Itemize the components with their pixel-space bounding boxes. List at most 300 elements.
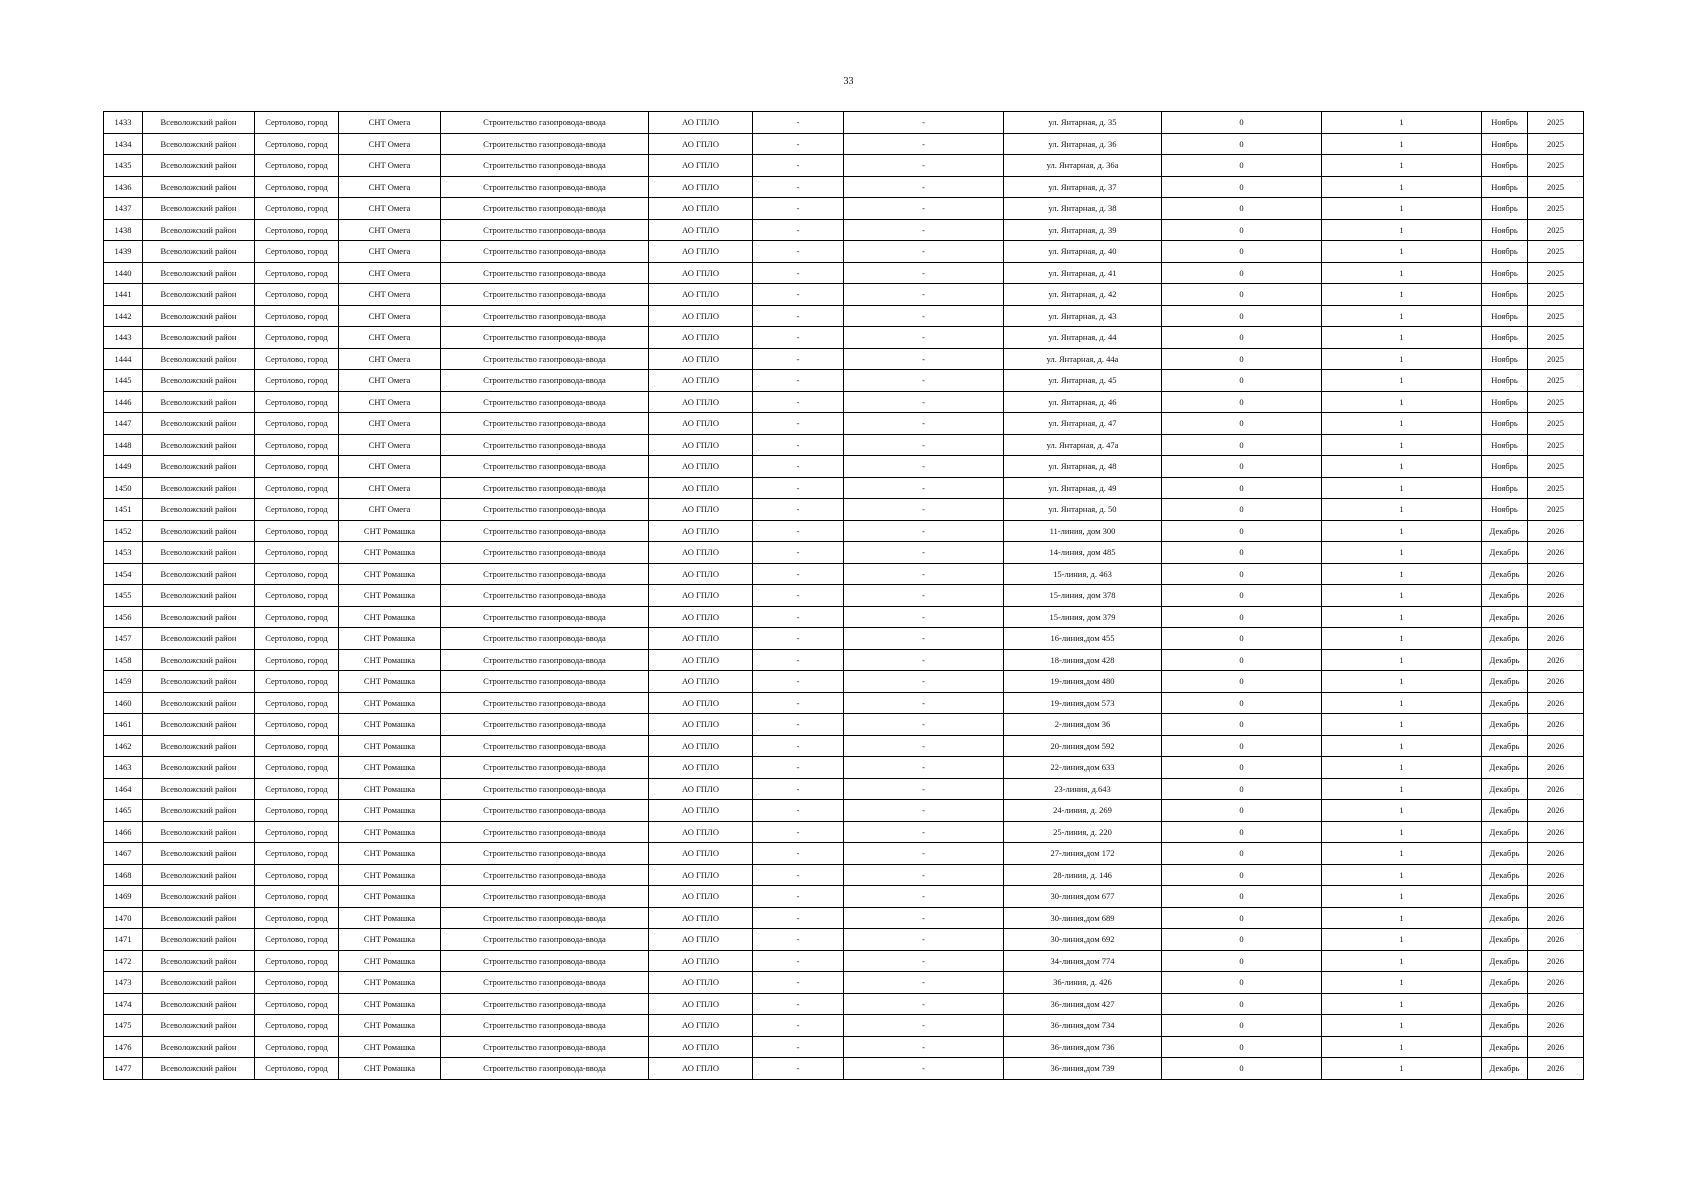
empty-cell: - — [844, 262, 1004, 284]
empty-cell: - — [753, 112, 844, 134]
snt-cell: СНТ Омега — [339, 112, 441, 134]
empty-cell: - — [844, 1036, 1004, 1058]
row-number-cell: 1456 — [104, 606, 143, 628]
empty-cell: - — [753, 649, 844, 671]
year-cell: 2025 — [1528, 327, 1584, 349]
row-number-cell: 1463 — [104, 757, 143, 779]
value-cell: 0 — [1162, 735, 1322, 757]
empty-cell: - — [844, 585, 1004, 607]
row-number-cell: 1450 — [104, 477, 143, 499]
snt-cell: СНТ Ромашка — [339, 542, 441, 564]
organization-cell: АО ГПЛО — [649, 671, 753, 693]
address-cell: 16-линия,дом 455 — [1004, 628, 1162, 650]
value-cell: 0 — [1162, 348, 1322, 370]
empty-cell: - — [753, 1015, 844, 1037]
value-cell: 0 — [1162, 1015, 1322, 1037]
organization-cell: АО ГПЛО — [649, 456, 753, 478]
table-row — [104, 886, 1584, 908]
organization-cell: АО ГПЛО — [649, 1036, 753, 1058]
snt-cell: СНТ Омега — [339, 305, 441, 327]
work-type-cell: Строительство газопровода-ввода — [441, 542, 649, 564]
district-cell: Всеволожский район — [143, 305, 255, 327]
month-cell: Ноябрь — [1482, 477, 1528, 499]
empty-cell: - — [844, 864, 1004, 886]
empty-cell: - — [753, 1058, 844, 1080]
year-cell: 2025 — [1528, 155, 1584, 177]
row-number-cell: 1442 — [104, 305, 143, 327]
address-cell: ул. Янтарная, д. 36а — [1004, 155, 1162, 177]
organization-cell: АО ГПЛО — [649, 155, 753, 177]
empty-cell: - — [753, 714, 844, 736]
city-cell: Сертолово, город — [255, 477, 339, 499]
table-row — [104, 1036, 1584, 1058]
empty-cell: - — [844, 735, 1004, 757]
row-number-cell: 1451 — [104, 499, 143, 521]
district-cell: Всеволожский район — [143, 757, 255, 779]
month-cell: Декабрь — [1482, 929, 1528, 951]
address-cell: ул. Янтарная, д. 37 — [1004, 176, 1162, 198]
table-row — [104, 1015, 1584, 1037]
work-type-cell: Строительство газопровода-ввода — [441, 563, 649, 585]
city-cell: Сертолово, город — [255, 649, 339, 671]
value-cell: 0 — [1162, 477, 1322, 499]
city-cell: Сертолово, город — [255, 606, 339, 628]
row-number-cell: 1443 — [104, 327, 143, 349]
empty-cell: - — [844, 692, 1004, 714]
work-type-cell: Строительство газопровода-ввода — [441, 155, 649, 177]
address-cell: ул. Янтарная, д. 45 — [1004, 370, 1162, 392]
empty-cell: - — [753, 993, 844, 1015]
snt-cell: СНТ Ромашка — [339, 563, 441, 585]
empty-cell: - — [844, 434, 1004, 456]
table-row — [104, 821, 1584, 843]
table-row — [104, 477, 1584, 499]
table-row — [104, 993, 1584, 1015]
snt-cell: СНТ Ромашка — [339, 1015, 441, 1037]
empty-cell: - — [753, 499, 844, 521]
district-cell: Всеволожский район — [143, 950, 255, 972]
organization-cell: АО ГПЛО — [649, 778, 753, 800]
district-cell: Всеволожский район — [143, 348, 255, 370]
address-cell: ул. Янтарная, д. 43 — [1004, 305, 1162, 327]
table-row — [104, 456, 1584, 478]
value-cell: 1 — [1322, 284, 1482, 306]
year-cell: 2025 — [1528, 305, 1584, 327]
row-number-cell: 1473 — [104, 972, 143, 994]
month-cell: Декабрь — [1482, 1058, 1528, 1080]
empty-cell: - — [844, 929, 1004, 951]
table-row — [104, 692, 1584, 714]
snt-cell: СНТ Ромашка — [339, 671, 441, 693]
empty-cell: - — [753, 155, 844, 177]
work-type-cell: Строительство газопровода-ввода — [441, 456, 649, 478]
row-number-cell: 1454 — [104, 563, 143, 585]
table-row — [104, 133, 1584, 155]
value-cell: 1 — [1322, 692, 1482, 714]
value-cell: 1 — [1322, 563, 1482, 585]
value-cell: 0 — [1162, 499, 1322, 521]
snt-cell: СНТ Ромашка — [339, 692, 441, 714]
work-type-cell: Строительство газопровода-ввода — [441, 628, 649, 650]
value-cell: 1 — [1322, 305, 1482, 327]
year-cell: 2025 — [1528, 241, 1584, 263]
value-cell: 0 — [1162, 757, 1322, 779]
empty-cell: - — [753, 477, 844, 499]
year-cell: 2026 — [1528, 520, 1584, 542]
row-number-cell: 1438 — [104, 219, 143, 241]
city-cell: Сертолово, город — [255, 585, 339, 607]
organization-cell: АО ГПЛО — [649, 585, 753, 607]
city-cell: Сертолово, город — [255, 370, 339, 392]
district-cell: Всеволожский район — [143, 821, 255, 843]
work-type-cell: Строительство газопровода-ввода — [441, 1036, 649, 1058]
year-cell: 2026 — [1528, 757, 1584, 779]
month-cell: Ноябрь — [1482, 370, 1528, 392]
year-cell: 2026 — [1528, 821, 1584, 843]
district-cell: Всеволожский район — [143, 456, 255, 478]
empty-cell: - — [844, 907, 1004, 929]
work-type-cell: Строительство газопровода-ввода — [441, 348, 649, 370]
work-type-cell: Строительство газопровода-ввода — [441, 391, 649, 413]
table-row — [104, 606, 1584, 628]
address-cell: ул. Янтарная, д. 44 — [1004, 327, 1162, 349]
year-cell: 2025 — [1528, 413, 1584, 435]
month-cell: Ноябрь — [1482, 176, 1528, 198]
organization-cell: АО ГПЛО — [649, 284, 753, 306]
district-cell: Всеволожский район — [143, 800, 255, 822]
row-number-cell: 1444 — [104, 348, 143, 370]
year-cell: 2025 — [1528, 219, 1584, 241]
row-number-cell: 1466 — [104, 821, 143, 843]
empty-cell: - — [753, 821, 844, 843]
snt-cell: СНТ Ромашка — [339, 628, 441, 650]
address-cell: 19-линия,дом 480 — [1004, 671, 1162, 693]
value-cell: 0 — [1162, 176, 1322, 198]
district-cell: Всеволожский район — [143, 133, 255, 155]
snt-cell: СНТ Ромашка — [339, 606, 441, 628]
city-cell: Сертолово, город — [255, 929, 339, 951]
snt-cell: СНТ Ромашка — [339, 735, 441, 757]
address-cell: 36-линия,дом 736 — [1004, 1036, 1162, 1058]
address-cell: 19-линия,дом 573 — [1004, 692, 1162, 714]
empty-cell: - — [844, 176, 1004, 198]
month-cell: Декабрь — [1482, 864, 1528, 886]
city-cell: Сертолово, город — [255, 499, 339, 521]
row-number-cell: 1448 — [104, 434, 143, 456]
district-cell: Всеволожский район — [143, 993, 255, 1015]
district-cell: Всеволожский район — [143, 929, 255, 951]
organization-cell: АО ГПЛО — [649, 112, 753, 134]
organization-cell: АО ГПЛО — [649, 262, 753, 284]
city-cell: Сертолово, город — [255, 972, 339, 994]
row-number-cell: 1465 — [104, 800, 143, 822]
table-row — [104, 563, 1584, 585]
address-cell: 25-линия, д. 220 — [1004, 821, 1162, 843]
empty-cell: - — [844, 671, 1004, 693]
work-type-cell: Строительство газопровода-ввода — [441, 821, 649, 843]
value-cell: 1 — [1322, 993, 1482, 1015]
value-cell: 0 — [1162, 284, 1322, 306]
city-cell: Сертолово, город — [255, 284, 339, 306]
month-cell: Декабрь — [1482, 671, 1528, 693]
organization-cell: АО ГПЛО — [649, 886, 753, 908]
row-number-cell: 1472 — [104, 950, 143, 972]
empty-cell: - — [753, 886, 844, 908]
work-type-cell: Строительство газопровода-ввода — [441, 499, 649, 521]
table-row — [104, 155, 1584, 177]
address-cell: 20-линия,дом 592 — [1004, 735, 1162, 757]
empty-cell: - — [753, 391, 844, 413]
month-cell: Декабрь — [1482, 606, 1528, 628]
city-cell: Сертолово, город — [255, 950, 339, 972]
empty-cell: - — [753, 692, 844, 714]
year-cell: 2025 — [1528, 112, 1584, 134]
empty-cell: - — [844, 327, 1004, 349]
organization-cell: АО ГПЛО — [649, 843, 753, 865]
work-type-cell: Строительство газопровода-ввода — [441, 1058, 649, 1080]
value-cell: 0 — [1162, 993, 1322, 1015]
month-cell: Декабрь — [1482, 714, 1528, 736]
value-cell: 1 — [1322, 434, 1482, 456]
organization-cell: АО ГПЛО — [649, 735, 753, 757]
value-cell: 0 — [1162, 907, 1322, 929]
district-cell: Всеволожский район — [143, 391, 255, 413]
empty-cell: - — [844, 456, 1004, 478]
organization-cell: АО ГПЛО — [649, 1015, 753, 1037]
work-type-cell: Строительство газопровода-ввода — [441, 112, 649, 134]
value-cell: 1 — [1322, 800, 1482, 822]
month-cell: Ноябрь — [1482, 198, 1528, 220]
empty-cell: - — [753, 370, 844, 392]
snt-cell: СНТ Омега — [339, 133, 441, 155]
empty-cell: - — [844, 993, 1004, 1015]
year-cell: 2025 — [1528, 198, 1584, 220]
row-number-cell: 1464 — [104, 778, 143, 800]
row-number-cell: 1471 — [104, 929, 143, 951]
year-cell: 2025 — [1528, 348, 1584, 370]
empty-cell: - — [844, 133, 1004, 155]
value-cell: 0 — [1162, 391, 1322, 413]
snt-cell: СНТ Ромашка — [339, 649, 441, 671]
city-cell: Сертолово, город — [255, 778, 339, 800]
value-cell: 0 — [1162, 327, 1322, 349]
year-cell: 2026 — [1528, 929, 1584, 951]
address-cell: ул. Янтарная, д. 50 — [1004, 499, 1162, 521]
organization-cell: АО ГПЛО — [649, 692, 753, 714]
year-cell: 2026 — [1528, 606, 1584, 628]
district-cell: Всеволожский район — [143, 542, 255, 564]
district-cell: Всеволожский район — [143, 692, 255, 714]
month-cell: Ноябрь — [1482, 327, 1528, 349]
district-cell: Всеволожский район — [143, 155, 255, 177]
month-cell: Декабрь — [1482, 1036, 1528, 1058]
value-cell: 1 — [1322, 950, 1482, 972]
value-cell: 0 — [1162, 628, 1322, 650]
district-cell: Всеволожский район — [143, 714, 255, 736]
organization-cell: АО ГПЛО — [649, 434, 753, 456]
work-type-cell: Строительство газопровода-ввода — [441, 864, 649, 886]
address-cell: 30-линия,дом 677 — [1004, 886, 1162, 908]
year-cell: 2026 — [1528, 585, 1584, 607]
row-number-cell: 1458 — [104, 649, 143, 671]
month-cell: Декабрь — [1482, 1015, 1528, 1037]
value-cell: 1 — [1322, 843, 1482, 865]
work-type-cell: Строительство газопровода-ввода — [441, 757, 649, 779]
organization-cell: АО ГПЛО — [649, 993, 753, 1015]
work-type-cell: Строительство газопровода-ввода — [441, 972, 649, 994]
snt-cell: СНТ Омега — [339, 262, 441, 284]
address-cell: 30-линия,дом 692 — [1004, 929, 1162, 951]
month-cell: Ноябрь — [1482, 499, 1528, 521]
snt-cell: СНТ Ромашка — [339, 520, 441, 542]
empty-cell: - — [753, 219, 844, 241]
organization-cell: АО ГПЛО — [649, 413, 753, 435]
address-cell: ул. Янтарная, д. 35 — [1004, 112, 1162, 134]
value-cell: 1 — [1322, 671, 1482, 693]
district-cell: Всеволожский район — [143, 241, 255, 263]
address-cell: 34-линия,дом 774 — [1004, 950, 1162, 972]
empty-cell: - — [753, 563, 844, 585]
district-cell: Всеволожский район — [143, 864, 255, 886]
value-cell: 0 — [1162, 1058, 1322, 1080]
city-cell: Сертолово, город — [255, 993, 339, 1015]
value-cell: 0 — [1162, 606, 1322, 628]
city-cell: Сертолово, город — [255, 628, 339, 650]
empty-cell: - — [844, 972, 1004, 994]
empty-cell: - — [753, 176, 844, 198]
snt-cell: СНТ Омега — [339, 456, 441, 478]
month-cell: Ноябрь — [1482, 133, 1528, 155]
month-cell: Ноябрь — [1482, 112, 1528, 134]
address-cell: ул. Янтарная, д. 49 — [1004, 477, 1162, 499]
district-cell: Всеволожский район — [143, 563, 255, 585]
empty-cell: - — [844, 477, 1004, 499]
value-cell: 0 — [1162, 520, 1322, 542]
value-cell: 0 — [1162, 434, 1322, 456]
value-cell: 0 — [1162, 864, 1322, 886]
empty-cell: - — [844, 520, 1004, 542]
empty-cell: - — [753, 757, 844, 779]
row-number-cell: 1467 — [104, 843, 143, 865]
district-cell: Всеволожский район — [143, 477, 255, 499]
address-cell: 23-линия, д.643 — [1004, 778, 1162, 800]
table-row — [104, 284, 1584, 306]
snt-cell: СНТ Омега — [339, 176, 441, 198]
row-number-cell: 1469 — [104, 886, 143, 908]
table-row — [104, 262, 1584, 284]
year-cell: 2025 — [1528, 434, 1584, 456]
month-cell: Декабрь — [1482, 563, 1528, 585]
snt-cell: СНТ Ромашка — [339, 1036, 441, 1058]
work-type-cell: Строительство газопровода-ввода — [441, 735, 649, 757]
work-type-cell: Строительство газопровода-ввода — [441, 327, 649, 349]
value-cell: 0 — [1162, 843, 1322, 865]
snt-cell: СНТ Ромашка — [339, 907, 441, 929]
empty-cell: - — [753, 198, 844, 220]
value-cell: 0 — [1162, 262, 1322, 284]
organization-cell: АО ГПЛО — [649, 133, 753, 155]
value-cell: 1 — [1322, 1058, 1482, 1080]
empty-cell: - — [753, 972, 844, 994]
snt-cell: СНТ Ромашка — [339, 757, 441, 779]
row-number-cell: 1455 — [104, 585, 143, 607]
month-cell: Ноябрь — [1482, 284, 1528, 306]
value-cell: 1 — [1322, 198, 1482, 220]
month-cell: Ноябрь — [1482, 434, 1528, 456]
value-cell: 0 — [1162, 950, 1322, 972]
city-cell: Сертолово, город — [255, 305, 339, 327]
organization-cell: АО ГПЛО — [649, 219, 753, 241]
empty-cell: - — [844, 413, 1004, 435]
organization-cell: АО ГПЛО — [649, 864, 753, 886]
table-row — [104, 176, 1584, 198]
work-type-cell: Строительство газопровода-ввода — [441, 950, 649, 972]
value-cell: 1 — [1322, 585, 1482, 607]
city-cell: Сертолово, город — [255, 671, 339, 693]
year-cell: 2026 — [1528, 1036, 1584, 1058]
city-cell: Сертолово, город — [255, 1015, 339, 1037]
district-cell: Всеволожский район — [143, 671, 255, 693]
table-row — [104, 907, 1584, 929]
snt-cell: СНТ Омега — [339, 499, 441, 521]
value-cell: 1 — [1322, 628, 1482, 650]
empty-cell: - — [753, 929, 844, 951]
district-cell: Всеволожский район — [143, 219, 255, 241]
row-number-cell: 1459 — [104, 671, 143, 693]
organization-cell: АО ГПЛО — [649, 305, 753, 327]
snt-cell: СНТ Омега — [339, 370, 441, 392]
table-row — [104, 499, 1584, 521]
address-cell: 22-линия,дом 633 — [1004, 757, 1162, 779]
month-cell: Ноябрь — [1482, 456, 1528, 478]
organization-cell: АО ГПЛО — [649, 800, 753, 822]
city-cell: Сертолово, город — [255, 434, 339, 456]
snt-cell: СНТ Омега — [339, 413, 441, 435]
address-cell: ул. Янтарная, д. 41 — [1004, 262, 1162, 284]
empty-cell: - — [844, 649, 1004, 671]
work-type-cell: Строительство газопровода-ввода — [441, 198, 649, 220]
table-body — [104, 112, 1584, 1080]
value-cell: 1 — [1322, 391, 1482, 413]
table-row — [104, 628, 1584, 650]
year-cell: 2025 — [1528, 477, 1584, 499]
city-cell: Сертолово, город — [255, 327, 339, 349]
organization-cell: АО ГПЛО — [649, 606, 753, 628]
value-cell: 0 — [1162, 821, 1322, 843]
city-cell: Сертолово, город — [255, 843, 339, 865]
month-cell: Ноябрь — [1482, 348, 1528, 370]
district-cell: Всеволожский район — [143, 1015, 255, 1037]
address-cell: 36-линия,дом 734 — [1004, 1015, 1162, 1037]
month-cell: Декабрь — [1482, 542, 1528, 564]
organization-cell: АО ГПЛО — [649, 370, 753, 392]
district-cell: Всеволожский район — [143, 886, 255, 908]
row-number-cell: 1433 — [104, 112, 143, 134]
snt-cell: СНТ Ромашка — [339, 585, 441, 607]
district-cell: Всеволожский район — [143, 606, 255, 628]
table-row — [104, 714, 1584, 736]
snt-cell: СНТ Ромашка — [339, 950, 441, 972]
empty-cell: - — [753, 800, 844, 822]
snt-cell: СНТ Ромашка — [339, 1058, 441, 1080]
table-row — [104, 735, 1584, 757]
row-number-cell: 1476 — [104, 1036, 143, 1058]
month-cell: Декабрь — [1482, 692, 1528, 714]
table-row — [104, 219, 1584, 241]
month-cell: Ноябрь — [1482, 155, 1528, 177]
row-number-cell: 1470 — [104, 907, 143, 929]
empty-cell: - — [753, 434, 844, 456]
